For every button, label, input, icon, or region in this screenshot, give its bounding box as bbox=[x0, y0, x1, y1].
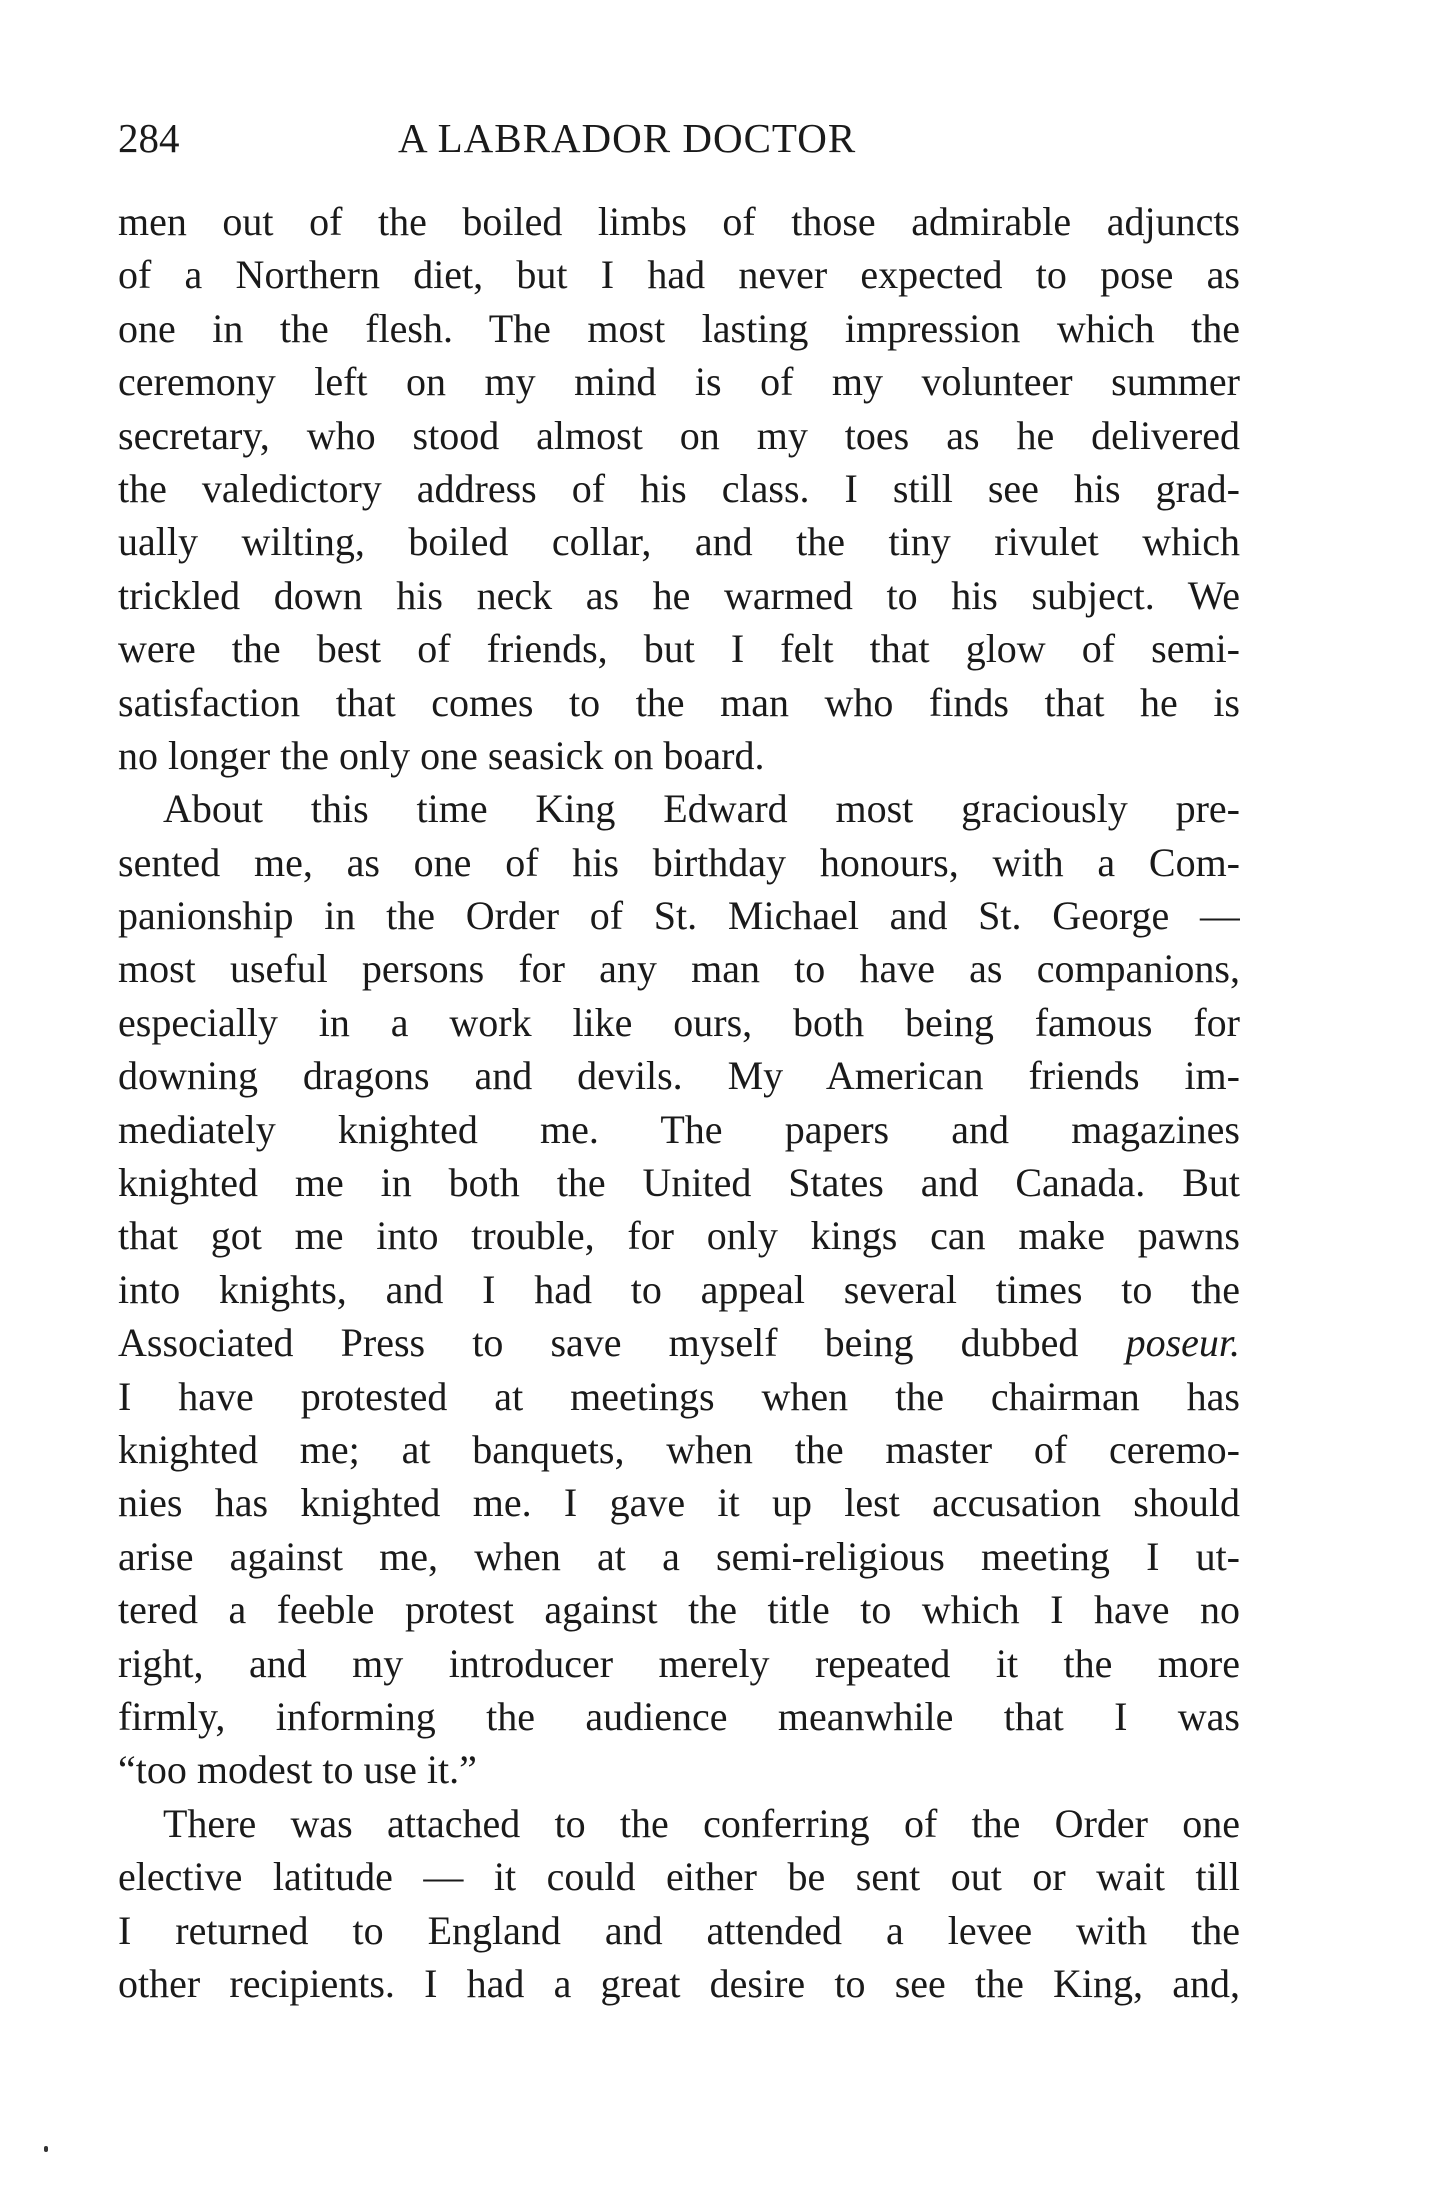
text-line: ceremony left on my mind is of my volunteer summer bbox=[118, 359, 1240, 405]
body-text bbox=[118, 195, 1240, 2010]
text-line: knighted me in both the United States and Canada. But bbox=[118, 1160, 1240, 1206]
text-line: men out of the boiled limbs of those admirable adjuncts bbox=[118, 199, 1240, 244]
text-line: I have protested at meetings when the chairman has bbox=[118, 1373, 1240, 1419]
text-line: most useful persons for any man to have as companions, bbox=[118, 946, 1240, 992]
text-line: the valedictory address of his class. I still see his grad- bbox=[118, 465, 1240, 511]
page-header bbox=[118, 108, 1238, 168]
text-line: mediately knighted me. The papers and magazines bbox=[118, 1106, 1240, 1152]
text-line: I returned to England and attended a levee with the bbox=[118, 1907, 1240, 1953]
text-line: arise against me, when at a semi-religious meeting I ut- bbox=[118, 1533, 1240, 1579]
text-line: nies has knighted me. I gave it up lest accusation should bbox=[118, 1480, 1240, 1526]
text-line: into knights, and I had to appeal several times to the bbox=[118, 1266, 1240, 1312]
running-title: A LABRADOR DOCTOR bbox=[398, 115, 857, 161]
text-line: trickled down his neck as he warmed to his subject. We bbox=[118, 572, 1240, 618]
text-line: especially in a work like ours, both being famous for bbox=[118, 999, 1240, 1045]
text-line: no longer the only one seasick on board. bbox=[118, 732, 765, 778]
text-line: There was attached to the conferring of the Order one bbox=[163, 1800, 1240, 1846]
text-line: ually wilting, boiled collar, and the tiny rivulet which bbox=[118, 519, 1240, 565]
text-line: other recipients. I had a great desire to see the King, and, bbox=[118, 1960, 1240, 2006]
text-line: satisfaction that comes to the man who finds that he is bbox=[118, 679, 1240, 725]
text-line-with-italic bbox=[118, 1316, 1240, 1369]
text-line: that got me into trouble, for only kings can make pawns bbox=[118, 1213, 1240, 1259]
text-line: tered a feeble protest against the title to which I have no bbox=[118, 1587, 1240, 1633]
text-line: were the best of friends, but I felt that glow of semi- bbox=[118, 626, 1240, 672]
text-line: secretary, who stood almost on my toes as he delivered bbox=[118, 412, 1240, 458]
text-line: “too modest to use it.” bbox=[118, 1747, 477, 1793]
text-line: firmly, informing the audience meanwhile that I was bbox=[118, 1693, 1240, 1739]
text-line: right, and my introducer merely repeated it the more bbox=[118, 1640, 1240, 1686]
text-line: of a Northern diet, but I had never expected to pose as bbox=[118, 252, 1240, 298]
text-line: elective latitude — it could either be sent out or wait till bbox=[118, 1854, 1240, 1900]
italic-word: poseur. bbox=[1125, 1320, 1240, 1366]
text-line: About this time King Edward most graciously pre- bbox=[163, 786, 1240, 832]
text-line: knighted me; at banquets, when the master of ceremo- bbox=[118, 1426, 1240, 1472]
page-number: 284 bbox=[118, 115, 180, 161]
scan-speck bbox=[44, 2146, 48, 2152]
text-line: panionship in the Order of St. Michael and St. George — bbox=[118, 893, 1240, 939]
text-segment: Associated Press to save myself being dubbed bbox=[118, 1320, 1079, 1366]
text-line: downing dragons and devils. My American friends im- bbox=[118, 1053, 1240, 1099]
text-line: one in the flesh. The most lasting impression which the bbox=[118, 305, 1240, 351]
text-line: sented me, as one of his birthday honours, with a Com- bbox=[118, 839, 1240, 885]
